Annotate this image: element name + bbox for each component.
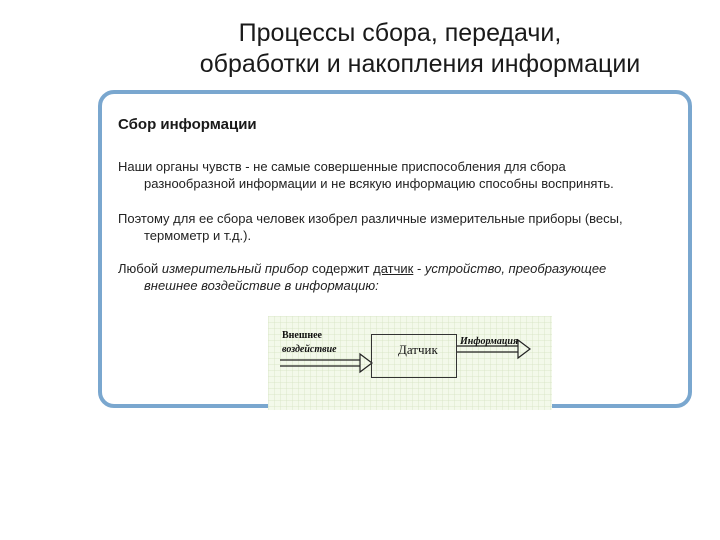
input-label-line2: воздействие	[282, 344, 337, 355]
paragraph-senses	[118, 158, 678, 192]
input-arrow	[280, 354, 372, 372]
paragraph-sensor-text3: -	[413, 261, 425, 276]
paragraph-senses-line1: Наши органы чувств - не самые совершенные приспособления для сбора	[118, 159, 566, 174]
title-line-1: Процессы сбора, передачи,	[238, 19, 562, 47]
paragraph-sensor-text2: содержит	[308, 261, 374, 276]
paragraph-sensor-line2: внешнее воздействие в информацию:	[144, 278, 379, 293]
output-label: Информация	[460, 336, 519, 347]
paragraph-senses-line2: разнообразной информации и не всякую информацию способны воспринять.	[144, 176, 614, 191]
paragraph-sensor	[118, 260, 678, 294]
title-line-2: обработки и накопления информации	[199, 50, 641, 78]
paragraph-instruments	[118, 210, 678, 244]
sensor-link[interactable]: датчик	[373, 261, 414, 276]
input-label-line1: Внешнее	[282, 330, 322, 341]
slide-title	[150, 18, 690, 80]
sensor-label: Датчик	[398, 342, 438, 357]
section-heading: Сбор информации	[118, 116, 257, 133]
paragraph-sensor-italic1: измерительный прибор	[161, 261, 309, 276]
paragraph-instruments-line2: термометр и т.д.).	[144, 228, 252, 243]
paragraph-instruments-line1: Поэтому для ее сбора человек изобрел различные измерительные приборы (весы,	[118, 211, 623, 226]
sensor-diagram	[268, 316, 552, 410]
paragraph-sensor-italic2: устройство, преобразующее	[424, 261, 607, 276]
paragraph-sensor-text1: Любой	[118, 261, 162, 276]
